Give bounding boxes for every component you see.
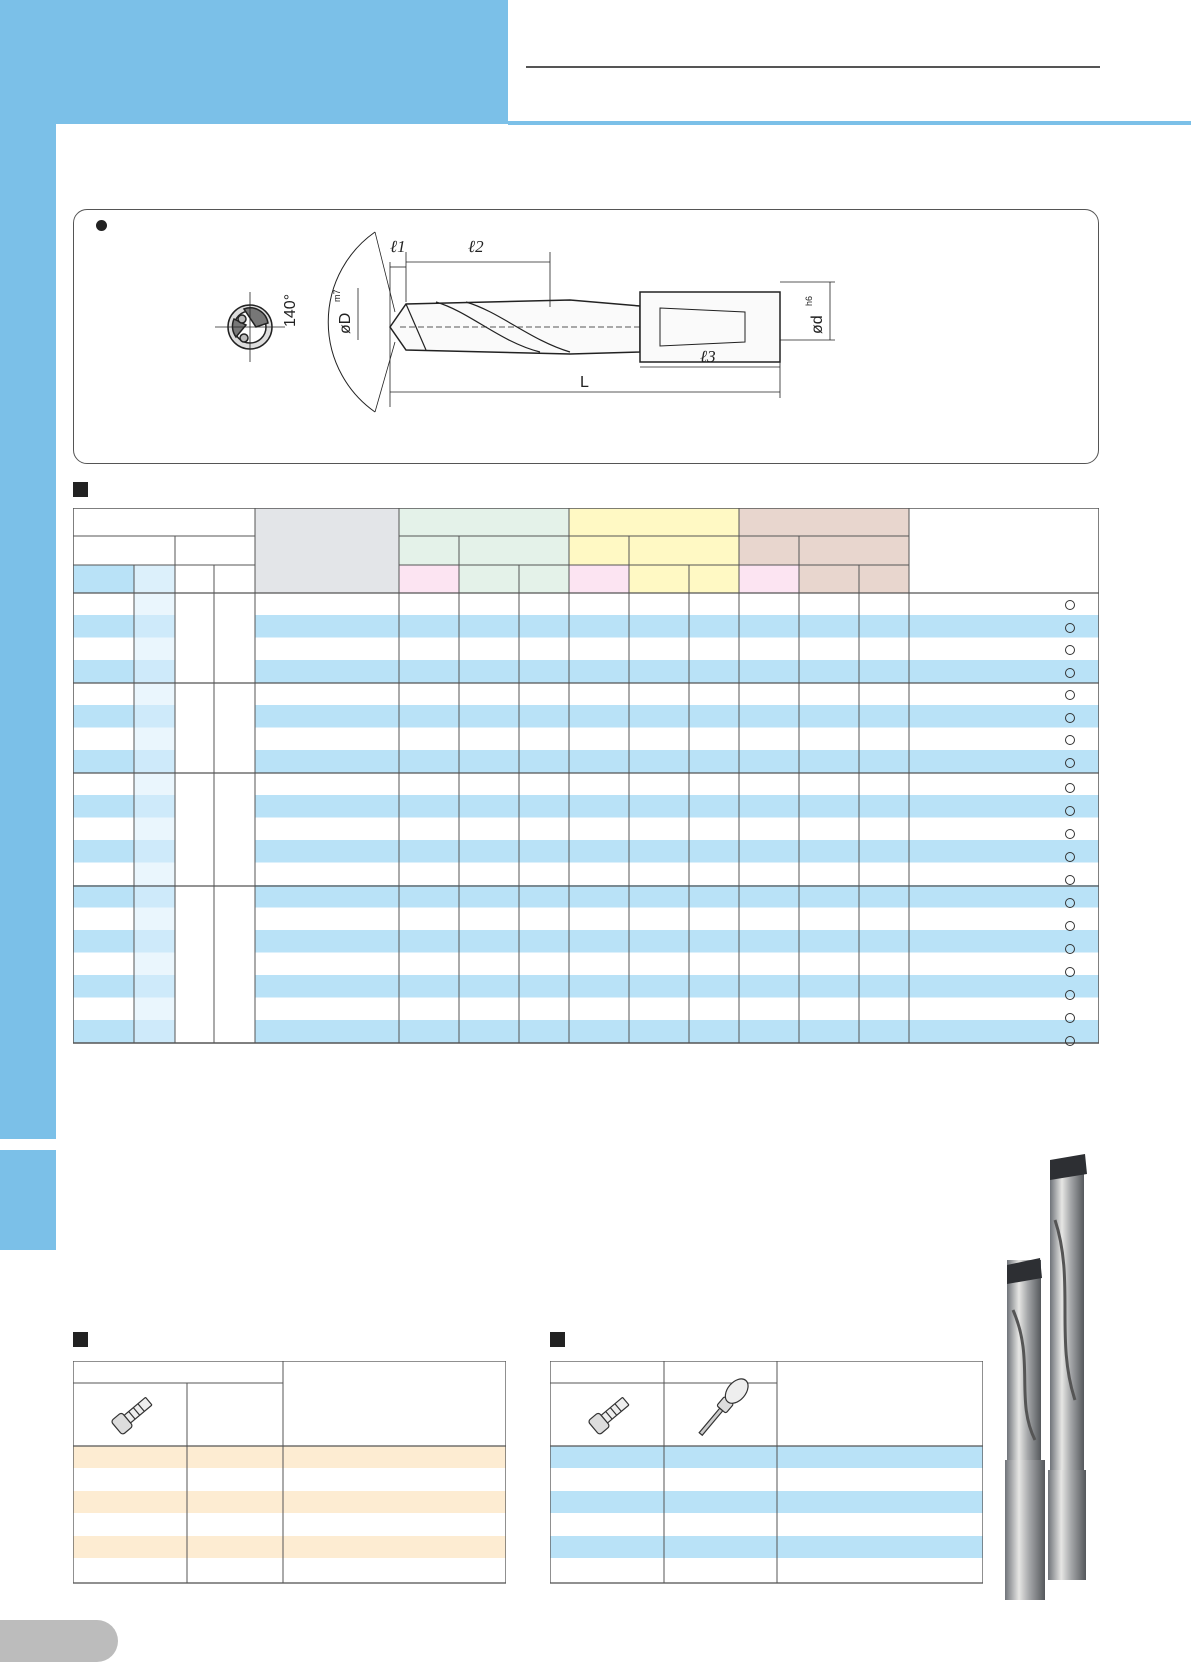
stock-circle xyxy=(1065,1036,1075,1046)
stock-circle xyxy=(1065,668,1075,678)
stock-circle xyxy=(1065,806,1075,816)
header-blue-block xyxy=(0,0,508,124)
stock-circle xyxy=(1065,829,1075,839)
stock-circle xyxy=(1065,735,1075,745)
section-marker-parts-right xyxy=(550,1332,565,1347)
spare-parts-table-right xyxy=(550,1361,983,1585)
header-underline-bar xyxy=(508,121,1191,125)
stock-circle xyxy=(1065,944,1075,954)
title-rule xyxy=(526,66,1100,68)
drill-product-photo xyxy=(995,1140,1105,1600)
stock-circle xyxy=(1065,852,1075,862)
stock-circle xyxy=(1065,690,1075,700)
stock-circle xyxy=(1065,645,1075,655)
dim-L: L xyxy=(580,374,589,391)
stock-circle xyxy=(1065,713,1075,723)
stock-circle xyxy=(1065,967,1075,977)
dim-d: ød xyxy=(809,315,826,334)
stock-circle xyxy=(1065,990,1075,1000)
side-section-tab xyxy=(0,1150,56,1250)
drill-dimension-drawing xyxy=(200,222,890,432)
stock-circle xyxy=(1065,783,1075,793)
section-marker-main-table xyxy=(73,482,88,497)
stock-circle xyxy=(1065,875,1075,885)
dim-d-tol: h6 xyxy=(804,295,814,306)
short-drill xyxy=(1005,1258,1045,1600)
main-spec-table xyxy=(73,508,1099,1045)
screwdriver-icon xyxy=(694,1375,753,1440)
stock-circle xyxy=(1065,921,1075,931)
screw-icon xyxy=(111,1394,155,1435)
section-marker-parts-left xyxy=(73,1332,88,1347)
spare-parts-table-left xyxy=(73,1361,506,1585)
dim-l3: ℓ3 xyxy=(700,347,716,366)
stock-circle xyxy=(1065,600,1075,610)
drill-end-view xyxy=(215,292,285,362)
dim-l2: ℓ2 xyxy=(468,237,484,256)
page-number-pill xyxy=(0,1620,118,1662)
stock-circle xyxy=(1065,1013,1075,1023)
dim-angle: 140° xyxy=(282,293,299,327)
side-color-strip xyxy=(0,124,56,1139)
table-body-stripes xyxy=(73,593,1099,1043)
dim-l1: ℓ1 xyxy=(390,237,406,256)
diagram-bullet xyxy=(96,220,107,231)
dim-D-tol: m7 xyxy=(332,289,342,302)
stock-circle xyxy=(1065,623,1075,633)
stock-circle xyxy=(1065,898,1075,908)
screw-icon xyxy=(588,1394,632,1435)
tall-drill xyxy=(1048,1154,1087,1580)
stock-circle xyxy=(1065,758,1075,768)
dim-D: øD xyxy=(337,312,354,334)
